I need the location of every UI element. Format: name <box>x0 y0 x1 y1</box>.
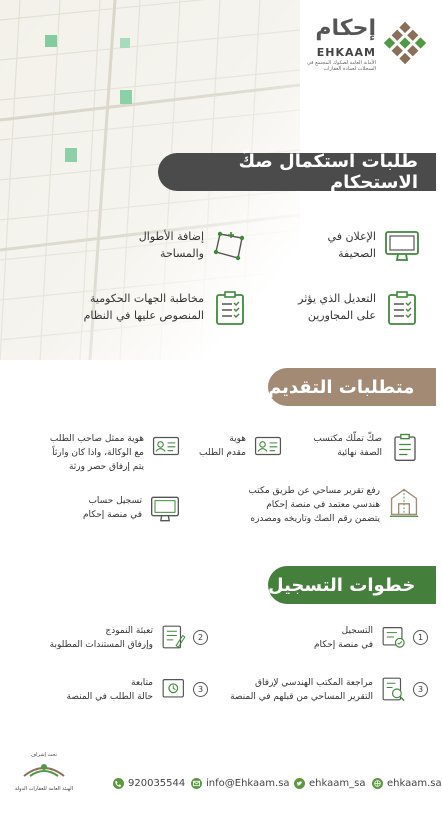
section-title-steps: خطوات التسجيل <box>268 566 436 604</box>
clipboard-check-icon <box>384 290 420 326</box>
item-line: مع الوكالة، واذا كان وارثاً <box>52 448 144 458</box>
contact-web[interactable] <box>372 778 442 789</box>
clipboard-check-icon <box>212 290 248 326</box>
section-title-requirements: متطلبات التقديم <box>268 368 436 406</box>
logo-subtitle: الأمانة العامة لصكوك المجتمع في السجلات لعمادة العقارات <box>306 60 376 72</box>
item-line: هوية <box>229 434 246 444</box>
requirement-item-account <box>83 494 180 524</box>
item-line: الصحيفة <box>338 247 376 260</box>
contact-phone-text: 920035544 <box>128 778 186 789</box>
item-line: على المجاورين <box>307 309 376 322</box>
polygon-measure-icon <box>212 228 248 264</box>
item-line: المنصوص عليها في النظام <box>83 309 204 322</box>
footer-contacts <box>0 770 442 800</box>
item-line: حالة الطلب في المنصة <box>66 692 153 702</box>
logo-arabic-name: إحكام <box>315 16 376 41</box>
building-sketch-icon <box>388 484 420 520</box>
item-line: التسجيل <box>341 626 373 636</box>
item-line: هندسي معتمد في منصة إحكام <box>266 500 380 510</box>
step-item-register <box>314 624 428 652</box>
item-line: التقرير المساحي من قبلهم في المنصة <box>230 692 373 702</box>
contact-email-text: info@Ehkaam.sa <box>206 778 290 789</box>
logo-english-name: EHKAAM <box>316 46 376 59</box>
item-line: الإعلان في <box>327 230 376 243</box>
contact-twitter-text: ehkaam_sa <box>309 778 366 789</box>
item-line: مقدم الطلب <box>199 448 246 458</box>
sponsor-name: الهيئة العامة للعقارات الدولة <box>14 786 74 792</box>
sponsor-label: تحت إشراف <box>30 752 58 758</box>
item-line: الصفة نهائية <box>337 448 382 458</box>
requirement-item-representative-id <box>50 432 180 474</box>
completion-item-gov <box>84 290 248 326</box>
item-line: في منصة إحكام <box>82 510 142 520</box>
item-line: صكّ تملّك مكتسب <box>313 434 382 444</box>
item-line: وإرفاق المستندات المطلوبة <box>49 640 153 650</box>
follow-up-icon <box>161 676 187 702</box>
section-title-completion: طلبات استكمال صكّ الاستحكام <box>158 153 436 191</box>
contact-email[interactable] <box>191 778 290 789</box>
phone-icon <box>113 778 124 789</box>
step-item-follow-up <box>67 676 209 704</box>
register-icon <box>381 624 407 650</box>
clipboard-icon <box>390 432 420 462</box>
item-line: رفع تقرير مساحي عن طريق مكتب <box>248 486 380 496</box>
requirement-item-deed <box>313 432 420 462</box>
completion-item-neighbors <box>298 290 420 326</box>
item-line: إضافة الأطوال <box>138 230 204 243</box>
ehkaam-logo-mark-icon <box>382 20 428 66</box>
requirement-item-survey-report <box>248 484 420 526</box>
contact-phone[interactable] <box>113 778 185 789</box>
completion-item-dimensions <box>139 228 248 264</box>
item-line: تسجيل حساب <box>88 496 142 506</box>
twitter-icon <box>294 778 305 789</box>
form-fill-icon <box>161 624 187 650</box>
item-line: متابعة <box>131 678 153 688</box>
step-item-engineer-review <box>230 676 428 704</box>
monitor-icon <box>150 494 180 524</box>
engineer-review-icon <box>381 676 407 702</box>
item-line: في منصة إحكام <box>313 640 373 650</box>
monitor-icon <box>384 228 420 264</box>
email-icon <box>191 778 202 789</box>
item-line: يتضمن رقم الصك وتاريخه ومصدره <box>250 514 380 524</box>
step-number: 3 <box>413 682 428 697</box>
completion-item-newspaper <box>328 228 420 264</box>
item-line: هوية ممثل صاحب الطلب <box>49 434 144 444</box>
item-line: مخاطبة الجهات الحكومية <box>90 292 204 305</box>
ehkaam-logo <box>288 14 428 74</box>
id-card-icon <box>254 432 282 460</box>
step-number: 1 <box>413 630 428 645</box>
contact-twitter[interactable] <box>294 778 365 789</box>
web-icon <box>372 778 383 789</box>
item-line: التعديل الذي يؤثر <box>298 292 376 305</box>
item-line: يتم إرفاق حصر ورثة <box>68 462 144 472</box>
item-line: تعبئة النموذج <box>105 626 153 636</box>
item-line: والمساحة <box>160 247 204 260</box>
item-line: مراجعة المكتب الهندسي لإرفاق <box>255 678 373 688</box>
step-item-form <box>50 624 208 652</box>
id-card-icon <box>152 432 180 460</box>
requirement-item-applicant-id <box>199 432 282 460</box>
contact-web-text: ehkaam.sa <box>387 778 442 789</box>
step-number: 3 <box>193 682 208 697</box>
step-number: 2 <box>193 630 208 645</box>
